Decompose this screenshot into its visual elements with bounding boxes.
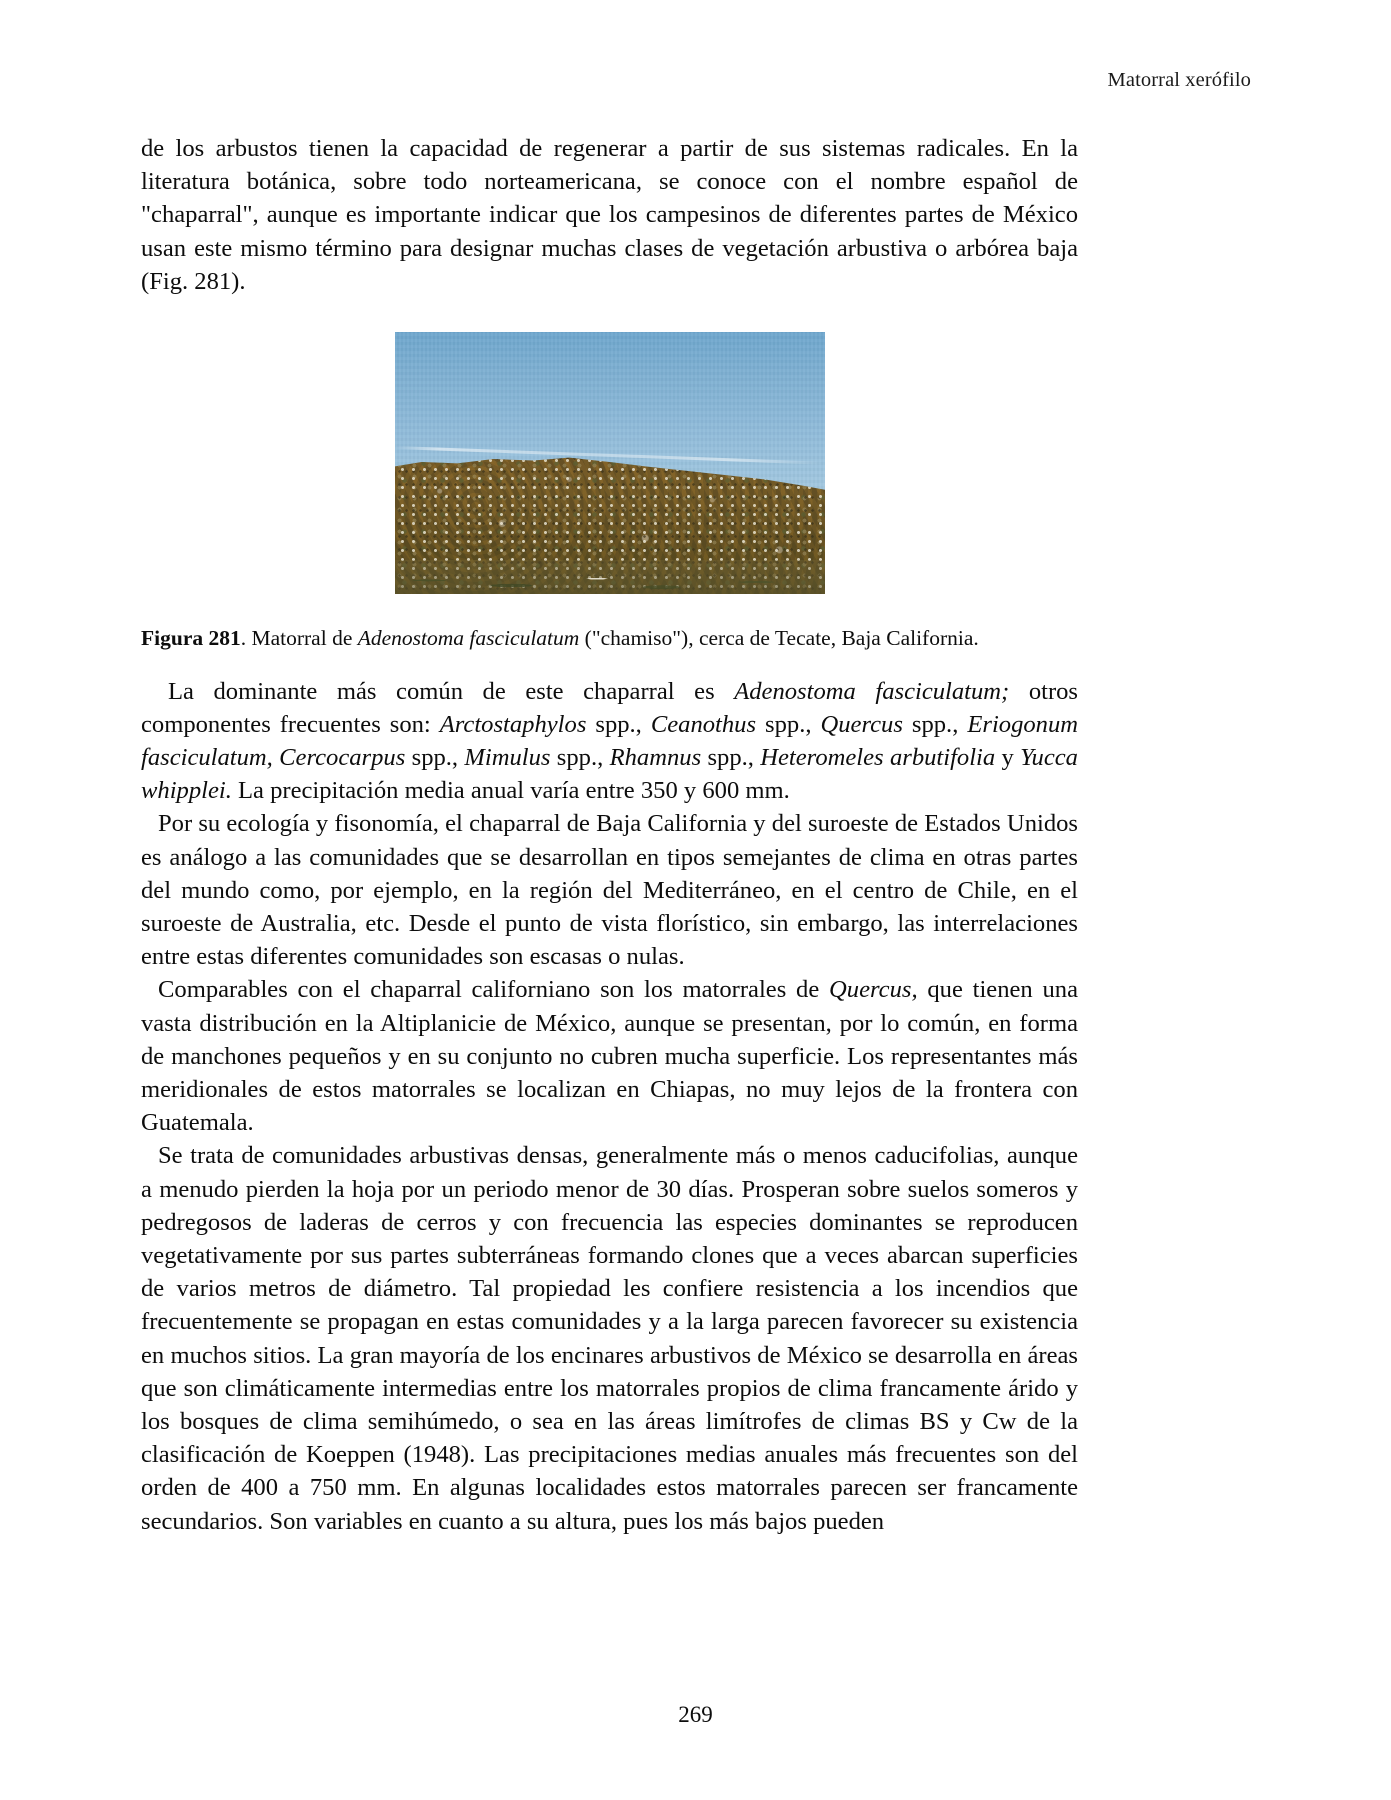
text-run: y <box>995 743 1021 771</box>
paragraph-1: de los arbustos tienen la capacidad de regenerar a partir de sus sistemas radicales. En la literatura botánica, sobre todo norteamericana, se conoce con el nombre español de "chaparral", aunque es importante indicar que los campesinos de diferentes partes de México usan este mismo término para designar muchas clases de vegetación arbustiva o arbórea baja (Fig. 281). <box>141 135 1078 295</box>
text-run: que tienen una vasta distribución en la Altiplanicie de México, aunque se presentan, por lo común, en forma de manchones pequeños y en su conjunto no cubren mucha superficie. Los representantes más meridionales de estos matorrales se localizan en Chiapas, no muy lejos de la frontera con Guatemala. <box>141 976 1079 1137</box>
text-run: spp., <box>701 743 761 771</box>
italic-run: Adenostoma fasciculatum; <box>734 677 1010 705</box>
italic-run: Eriogonum fasciculatum, Cercocarpus <box>141 710 1079 771</box>
figure-281 <box>141 332 1078 594</box>
text-run: spp., <box>405 743 465 771</box>
text-run: Comparables con el chaparral californiano son los matorrales de <box>158 976 830 1004</box>
italic-run: Rhamnus <box>609 743 702 771</box>
photo-foreground-vegetation <box>395 560 825 594</box>
text-column <box>141 132 1078 1538</box>
text-run: spp., <box>550 743 610 771</box>
italic-run: Yucca whipplei. <box>141 743 1078 805</box>
text-run: . Matorral de <box>240 626 358 651</box>
figure-caption <box>141 624 1078 653</box>
figure-photograph <box>395 332 825 594</box>
italic-run: Quercus, <box>829 976 918 1004</box>
paragraph-3: Por su ecología y fisonomía, el chaparral de Baja California y del suroeste de Estados Unidos es análogo a las comunidades que se desarrollan en tipos semejantes de clima en otras partes del mundo como, por ejemplo, en la región del Mediterráneo, en el centro de Chile, en el suroeste de Australia, etc. Desde el punto de vista florístico, sin embargo, las interrelaciones entre estas diferentes comunidades son escasas o nulas. <box>141 810 1078 971</box>
text-run: spp., <box>756 710 821 738</box>
paragraph-4 <box>141 973 1078 1139</box>
text-run: La dominante más común de este chaparral es <box>168 677 735 705</box>
italic-run: Mimulus <box>464 743 551 771</box>
italic-run: Heteromeles arbutifolia <box>760 743 996 771</box>
paragraph-2 <box>141 675 1078 808</box>
italic-run: Adenostoma fasciculatum <box>357 626 580 651</box>
italic-run: Ceanothus <box>650 710 757 738</box>
text-run: La precipitación media anual varía entre 350 y 600 mm. <box>231 777 790 805</box>
bold-run: Figura 281 <box>141 626 241 651</box>
text-run: spp., <box>902 710 968 738</box>
text-run: spp., <box>586 710 651 738</box>
text-run: otros componentes frecuentes son: <box>141 677 1078 738</box>
italic-run: Quercus <box>820 710 903 738</box>
italic-run: Arctostaphylos <box>439 710 587 738</box>
running-head: Matorral xerófilo <box>1107 69 1251 91</box>
page-number: 269 <box>678 1702 713 1727</box>
paragraph-5: Se trata de comunidades arbustivas densas, generalmente más o menos caducifolias, aunque a menudo pierden la hoja por un periodo menor de 30 días. Prosperan sobre suelos someros y pedregosos de laderas de cerros y con frecuencia las especies dominantes se reproducen vegetativamente por sus partes subterráneas formando clones que a veces abarcan superficies de varios metros de diámetro. Tal propiedad les confiere resistencia a los incendios que frecuentemente se propagan en estas comunidades y a la larga parecen favorecer su existencia en muchos sitios. La gran mayoría de los encinares arbustivos de México se desarrolla en áreas que son climáticamente intermedias entre los matorrales propios de clima francamente árido y los bosques de clima semihúmedo, o sea en las áreas limítrofes de climas BS y Cw de la clasificación de Koeppen (1948). Las precipitaciones medias anuales más frecuentes son del orden de 400 a 750 mm. En algunas localidades estos matorrales parecen ser francamente secundarios. Son variables en cuanto a su altura, pues los más bajos pueden <box>141 1142 1078 1535</box>
text-run: ("chamiso"), cerca de Tecate, Baja California. <box>579 626 979 651</box>
